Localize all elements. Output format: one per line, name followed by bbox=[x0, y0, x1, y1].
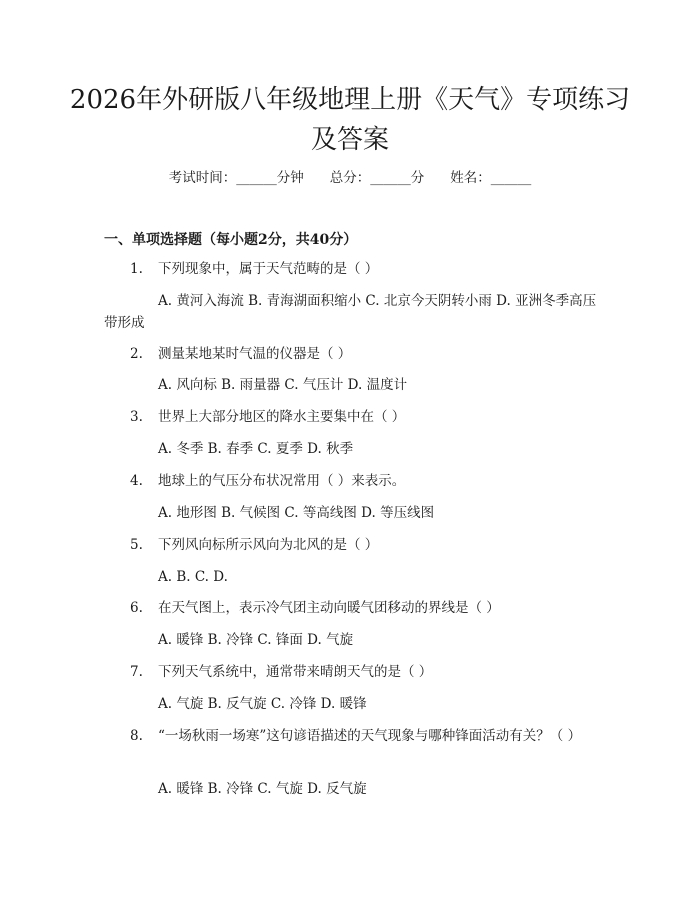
question-stem bbox=[104, 343, 604, 365]
question-stem bbox=[104, 534, 604, 556]
question-text: 在天气图上，表示冷气团主动向暖气团移动的界线是（ ） bbox=[158, 600, 500, 616]
question-number: 2. bbox=[130, 346, 143, 362]
question-options: A. 地形图 B. 气候图 C. 等高线图 D. 等压线图 bbox=[158, 505, 435, 521]
question-options: A. 风向标 B. 雨量器 C. 气压计 D. 温度计 bbox=[158, 377, 408, 393]
question-text: 下列风向标所示风向为北风的是（ ） bbox=[158, 537, 379, 553]
section-title: 一、单项选择题（每小题2分，共40分） bbox=[104, 232, 358, 248]
question-stem bbox=[104, 470, 604, 492]
page-title: 2026年外研版八年级地理上册《天气》专项练习及答案 bbox=[69, 85, 631, 155]
total-score: 总分：______分 bbox=[329, 170, 425, 186]
question-text: “一场秋雨一场寒”这句谚语描述的天气现象与哪种锋面活动有关？（ ） bbox=[158, 728, 582, 744]
question-text: 测量某地某时气温的仪器是（ ） bbox=[158, 346, 352, 362]
question-stem bbox=[104, 725, 594, 747]
question-text: 世界上大部分地区的降水主要集中在（ ） bbox=[158, 409, 406, 425]
question-options: A. 冬季 B. 春季 C. 夏季 D. 秋季 bbox=[158, 441, 354, 457]
question-text: 下列现象中，属于天气范畴的是（ ） bbox=[158, 261, 379, 277]
exam-meta bbox=[0, 168, 700, 188]
question-number: 1. bbox=[130, 261, 143, 277]
exam-time: 考试时间：______分钟 bbox=[168, 170, 304, 186]
question-number: 4. bbox=[130, 473, 143, 489]
question-options: A. 暖锋 B. 冷锋 C. 锋面 D. 气旋 bbox=[158, 632, 354, 648]
question-text: 地球上的气压分布状况常用（ ）来表示。 bbox=[158, 473, 406, 489]
question-number: 5. bbox=[130, 537, 143, 553]
student-name: 姓名：______ bbox=[450, 170, 532, 186]
question-options: A. 气旋 B. 反气旋 C. 冷锋 D. 暖锋 bbox=[158, 696, 367, 712]
question-stem bbox=[104, 406, 604, 428]
question-number: 3. bbox=[130, 409, 143, 425]
question-options: A. B. C. D. bbox=[158, 569, 228, 585]
question-text: 下列天气系统中，通常带来晴朗天气的是（ ） bbox=[158, 664, 433, 680]
question-number: 7. bbox=[130, 664, 143, 680]
question-stem bbox=[104, 258, 604, 280]
question-number: 6. bbox=[130, 600, 143, 616]
question-options: A. 黄河入海流 B. 青海湖面积缩小 C. 北京今天阴转小雨 D. 亚洲冬季高压带形成 bbox=[104, 293, 597, 331]
question-stem bbox=[104, 597, 604, 619]
question-number: 8. bbox=[130, 728, 143, 744]
question-options: A. 暖锋 B. 冷锋 C. 气旋 D. 反气旋 bbox=[158, 781, 367, 797]
question-stem bbox=[104, 661, 604, 683]
